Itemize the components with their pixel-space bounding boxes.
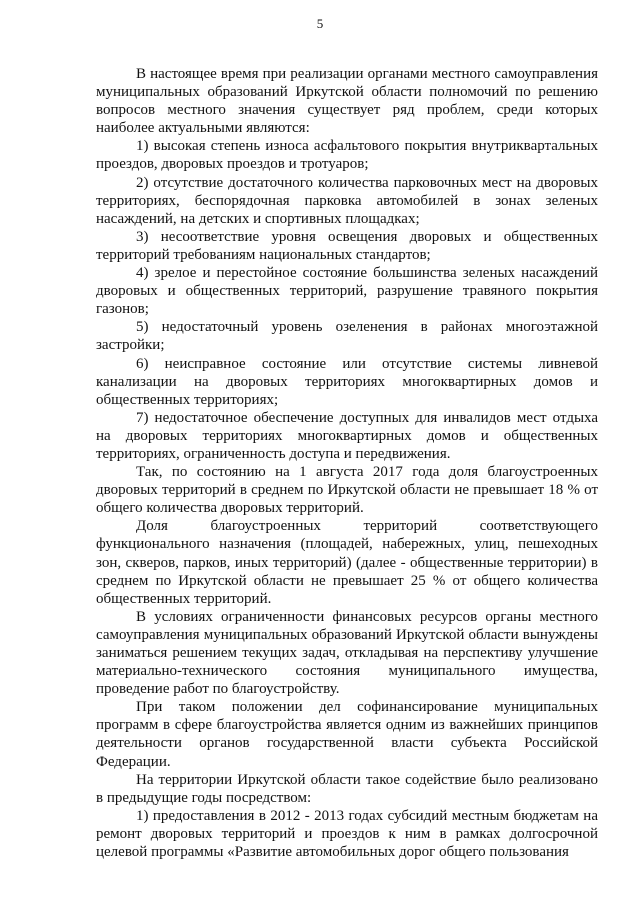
problem-item-2: 2) отсутствие достаточного количества парковочных мест на дворовых территориях, беспорядочная парковка автомобилей в зонах зеленых насаждений, на детских и спортивных площадках; <box>96 174 598 227</box>
financial-constraints-paragraph: В условиях ограниченности финансовых ресурсов органы местного самоуправления муниципальных образований Иркутской области вынуждены заниматься решением текущих задач, откладывая на перспективу улучшение материально-технического состояния муниципального имущества, проведение работ по благоустройству. <box>96 608 598 698</box>
problem-item-6: 6) неисправное состояние или отсутствие системы ливневой канализации на дворовых территориях многоквартирных домов и общественных территориях; <box>96 355 598 408</box>
prior-support-paragraph: На территории Иркутской области такое содействие было реализовано в предыдущие годы посредством: <box>96 771 598 806</box>
intro-paragraph: В настоящее время при реализации органами местного самоуправления муниципальных образований Иркутской области полномочий по решению вопросов местного значения существует ряд проблем, среди которых наиболее актуальными являются: <box>96 66 598 137</box>
public-territories-statistics-paragraph: Доля благоустроенных территорий соответствующего функционального назначения (площадей, набережных, улиц, пешеходных зон, скверов, парков, иных территорий) (далее - общественные территории) в среднем по Иркутской области не превышает 25 % от общего количества общественных территорий. <box>96 518 598 607</box>
problem-item-1: 1) высокая степень износа асфальтового покрытия внутриквартальных проездов, дворовых проездов и тротуаров; <box>96 138 598 173</box>
document-body <box>96 65 598 861</box>
page-number: 5 <box>316 16 324 31</box>
courtyard-statistics-paragraph: Так, по состоянию на 1 августа 2017 года доля благоустроенных дворовых территорий в среднем по Иркутской области не превышает 18 % от общего количества дворовых территорий. <box>96 464 598 517</box>
support-item-1: 1) предоставления в 2012 - 2013 годах субсидий местным бюджетам на ремонт дворовых территорий и проездов к ним в рамках долгосрочной целевой программы «Развитие автомобильных дорог общего пользования <box>96 807 598 861</box>
problem-item-4: 4) зрелое и перестойное состояние большинства зеленых насаждений дворовых и общественных территорий, разрушение травяного покрытия газонов; <box>96 265 598 318</box>
problem-item-7: 7) недостаточное обеспечение доступных для инвалидов мест отдыха на дворовых территориях многоквартирных домов и общественных территориях, ограниченность доступа и передвижения. <box>96 409 598 462</box>
problem-item-5: 5) недостаточный уровень озеленения в районах многоэтажной застройки; <box>96 319 598 354</box>
cofinancing-paragraph: При таком положении дел софинансирование муниципальных программ в сфере благоустройства является одним из важнейших принципов деятельности органов государственной власти субъекта Российской Федерации. <box>96 699 598 770</box>
problem-item-3: 3) несоответствие уровня освещения дворовых и общественных территорий требованиям национальных стандартов; <box>96 228 598 263</box>
